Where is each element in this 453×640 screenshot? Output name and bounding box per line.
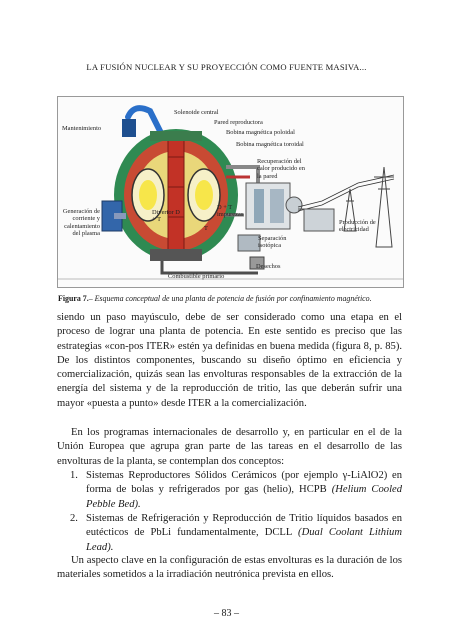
- label-bobina-toroidal: Bobina magnética toroidal: [236, 141, 304, 148]
- label-solenoide-central: Solenoide central: [174, 109, 219, 116]
- page-number: – 83 –: [214, 608, 239, 619]
- label-pared-reproductora: Pared reproductora: [214, 119, 263, 126]
- list-item-2: [70, 512, 402, 555]
- label-produccion-electricidad: Producción de electricidad: [339, 219, 376, 234]
- figure-caption: [58, 294, 403, 303]
- label-divertor: Divertor D + T: [152, 209, 180, 224]
- label-recuperacion-calor: Recuperación del calor producido en la pared: [257, 158, 305, 180]
- list-text-1: Sistemas Reproductores Sólidos Cerámicos (por ejemplo γ-LiAlO2) en forma de bolas y refrigerados por gas (helio), HCPB: [86, 470, 402, 496]
- label-combustible-primario: Combustible primario: [168, 273, 225, 280]
- caption-text: – Esquema conceptual de una planta de potencia de fusión por confinamiento magnético.: [88, 294, 372, 303]
- label-t: T: [204, 225, 208, 232]
- list-number-2: 2.: [70, 513, 78, 524]
- paragraph-2: En los programas internacionales de desarrollo y, en particular en el de la Unión Europea que agrupa gran parte de las tareas en el desarrollo de las envolturas de la planta, se contemplan dos conceptos:: [57, 427, 402, 467]
- label-generacion-corriente: Generación de corriente y calentamiento del plasma: [62, 208, 100, 238]
- running-header: LA FUSIÓN NUCLEAR Y SU PROYECCIÓN COMO FUENTE MASIVA...: [86, 62, 367, 72]
- caption-label: Figura 7.: [58, 294, 89, 303]
- paragraph-3: Un aspecto clave en la configuración de estas envolturas es la duración de los materiales sometidos a la irradiación neutrónica prevista en ellos.: [57, 555, 402, 581]
- label-impurezas: D + T impurezas: [217, 204, 244, 219]
- label-separacion-isotopica: Separación isotópica: [258, 235, 287, 250]
- label-mantenimiento: Mantenimiento: [62, 125, 102, 132]
- list-number-1: 1.: [70, 470, 78, 481]
- list-italic-1: (Helium Cooled Pebble Bed).: [86, 484, 403, 510]
- label-desechos: Desechos: [256, 263, 281, 270]
- paragraph-1: siendo un paso mayúsculo, debe de ser considerado como una etapa en el proceso de lograr una planta de potencia. En este sentido es preciso que las estrategias «con-pos ITER» estén ya definidas en buena medida (figura 8, p. 85). De los distintos componentes, buscando su diseño óptimo en eficiencia y comercialización, quizás sean las envolturas responsables de la extracción de la energía del sistema y de la reproducción de tritio, las que deberán sufrir una mayor «puesta a punto» desde ITER a la comercialización.: [57, 312, 402, 409]
- list-item-1: [70, 469, 403, 512]
- list-italic-2: (Dual Coolant Lithium Lead).: [86, 527, 402, 553]
- list-text-2: Sistemas de Refrigeración y Reproducción de Tritio líquidos basados en eutécticos de PbLi fundamentalmente, DCLL: [86, 513, 402, 539]
- figure-diagram: [57, 96, 404, 288]
- label-bobina-poloidal: Bobina magnética poloidal: [226, 129, 295, 136]
